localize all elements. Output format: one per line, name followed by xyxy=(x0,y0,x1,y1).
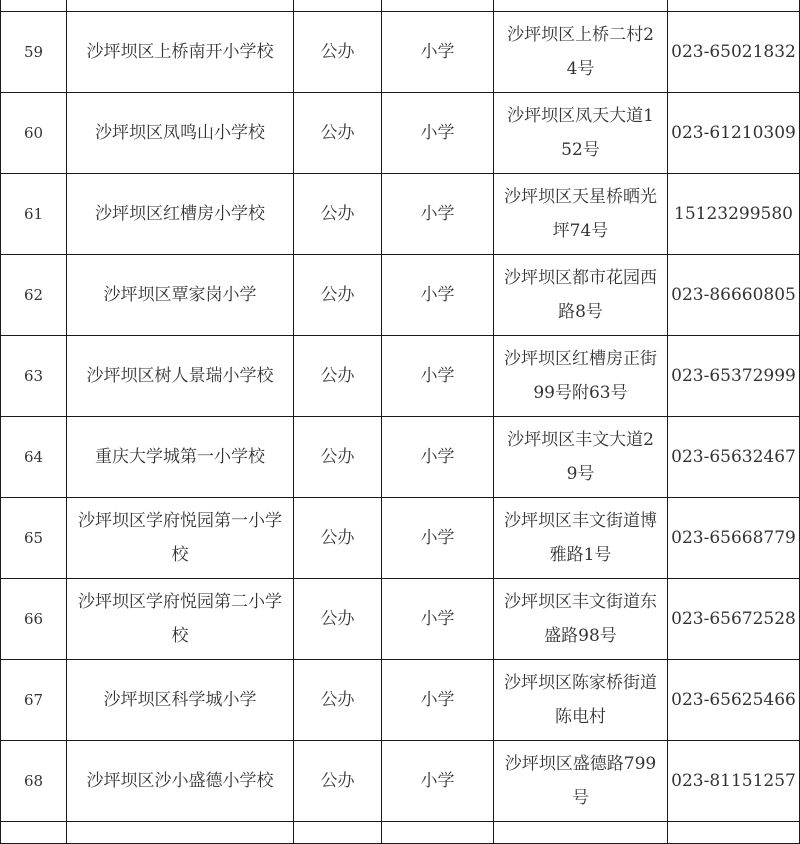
school-name: 沙坪坝区学府悦园第一小学校 xyxy=(67,498,294,579)
school-level: 小学 xyxy=(382,255,494,336)
school-address: 沙坪坝区上桥二村24号 xyxy=(494,12,668,93)
row-number: 67 xyxy=(1,660,67,741)
row-number: 60 xyxy=(1,93,67,174)
school-name: 重庆大学城第一小学校 xyxy=(67,417,294,498)
school-address: 沙坪坝区都市花园西路8号 xyxy=(494,255,668,336)
school-level: 小学 xyxy=(382,93,494,174)
table-row xyxy=(1,498,800,579)
school-address: 沙坪坝区丰文街道东盛路98号 xyxy=(494,579,668,660)
school-address: 沙坪坝区盛德路799号 xyxy=(494,741,668,822)
row-number: 65 xyxy=(1,498,67,579)
table-row-partial-bottom xyxy=(1,822,800,844)
table-row xyxy=(1,579,800,660)
school-level: 小学 xyxy=(382,741,494,822)
school-name: 沙坪坝区覃家岗小学 xyxy=(67,255,294,336)
school-level: 小学 xyxy=(382,498,494,579)
school-phone: 023-65668779 xyxy=(668,498,800,579)
school-address: 沙坪坝区陈家桥街道陈电村 xyxy=(494,660,668,741)
school-phone: 023-61210309 xyxy=(668,93,800,174)
school-address: 沙坪坝区凤天大道152号 xyxy=(494,93,668,174)
school-type: 公办 xyxy=(294,255,382,336)
table-row xyxy=(1,12,800,93)
school-name: 沙坪坝区学府悦园第二小学校 xyxy=(67,579,294,660)
school-level: 小学 xyxy=(382,579,494,660)
row-number: 62 xyxy=(1,255,67,336)
school-name: 沙坪坝区科学城小学 xyxy=(67,660,294,741)
school-type: 公办 xyxy=(294,12,382,93)
school-level: 小学 xyxy=(382,417,494,498)
school-level: 小学 xyxy=(382,660,494,741)
school-phone: 023-81151257 xyxy=(668,741,800,822)
school-type: 公办 xyxy=(294,579,382,660)
school-level: 小学 xyxy=(382,174,494,255)
school-phone: 023-86660805 xyxy=(668,255,800,336)
school-type: 公办 xyxy=(294,417,382,498)
school-level: 小学 xyxy=(382,336,494,417)
school-name: 沙坪坝区树人景瑞小学校 xyxy=(67,336,294,417)
school-address: 沙坪坝区丰文大道29号 xyxy=(494,417,668,498)
row-number: 63 xyxy=(1,336,67,417)
school-type: 公办 xyxy=(294,741,382,822)
school-phone: 15123299580 xyxy=(668,174,800,255)
school-phone: 023-65625466 xyxy=(668,660,800,741)
school-address: 沙坪坝区丰文街道博雅路1号 xyxy=(494,498,668,579)
school-address: 沙坪坝区天星桥晒光坪74号 xyxy=(494,174,668,255)
table-row xyxy=(1,255,800,336)
school-type: 公办 xyxy=(294,174,382,255)
school-type: 公办 xyxy=(294,336,382,417)
school-phone: 023-65372999 xyxy=(668,336,800,417)
row-number: 66 xyxy=(1,579,67,660)
school-type: 公办 xyxy=(294,93,382,174)
school-address: 沙坪坝区红槽房正街99号附63号 xyxy=(494,336,668,417)
school-level: 小学 xyxy=(382,12,494,93)
table-row xyxy=(1,660,800,741)
table-row xyxy=(1,417,800,498)
table-row-partial-top xyxy=(1,0,800,12)
school-type: 公办 xyxy=(294,498,382,579)
row-number: 61 xyxy=(1,174,67,255)
school-name: 沙坪坝区红槽房小学校 xyxy=(67,174,294,255)
row-number: 68 xyxy=(1,741,67,822)
row-number: 64 xyxy=(1,417,67,498)
table-row xyxy=(1,741,800,822)
row-number: 59 xyxy=(1,12,67,93)
school-name: 沙坪坝区沙小盛德小学校 xyxy=(67,741,294,822)
school-phone: 023-65672528 xyxy=(668,579,800,660)
table-row xyxy=(1,174,800,255)
school-phone: 023-65021832 xyxy=(668,12,800,93)
school-phone: 023-65632467 xyxy=(668,417,800,498)
table-row xyxy=(1,336,800,417)
school-name: 沙坪坝区上桥南开小学校 xyxy=(67,12,294,93)
school-name: 沙坪坝区凤鸣山小学校 xyxy=(67,93,294,174)
school-type: 公办 xyxy=(294,660,382,741)
table-row xyxy=(1,93,800,174)
